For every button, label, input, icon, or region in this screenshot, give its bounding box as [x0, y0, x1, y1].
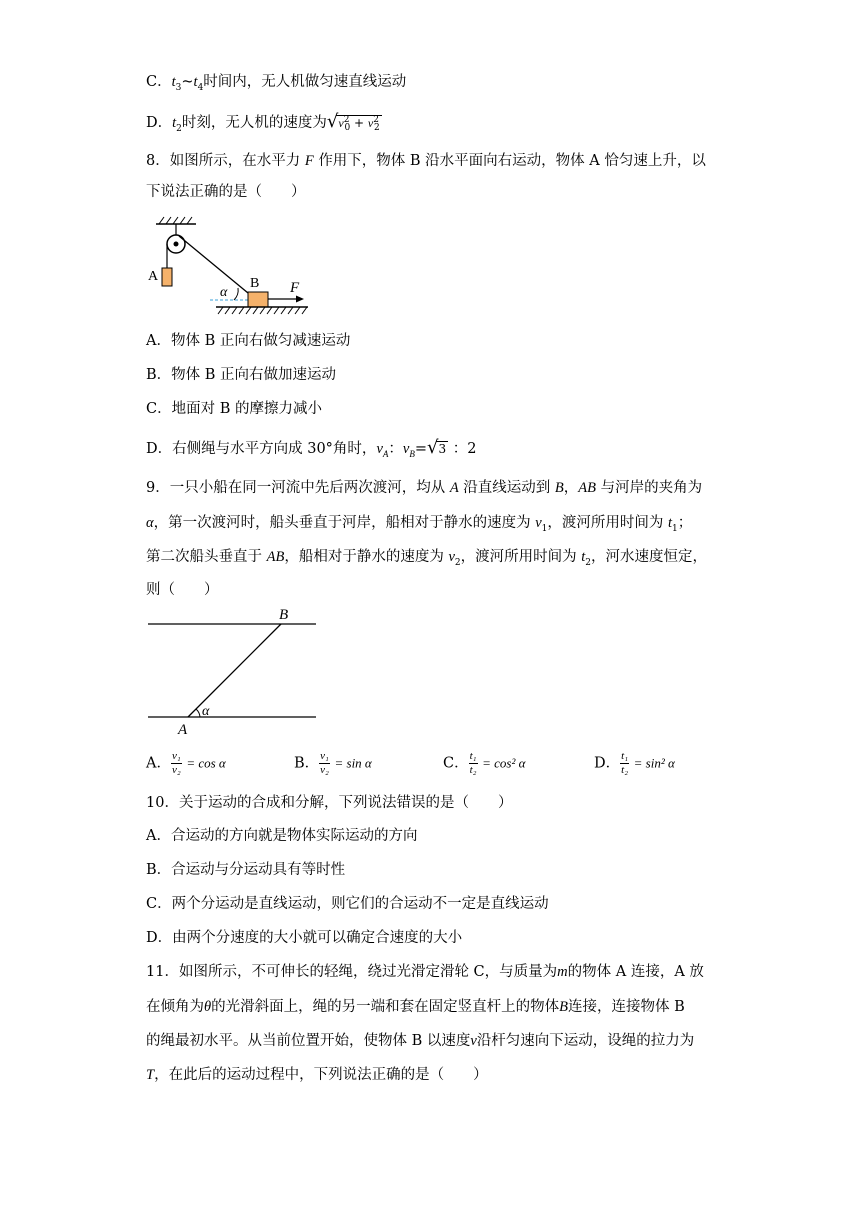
block-a [162, 268, 172, 286]
q10-stem: 10．关于运动的合成和分解，下列说法错误的是（ ） [146, 795, 513, 811]
q10-option-b: B．合运动与分运动具有等时性 [146, 862, 346, 878]
q9-option-c: C． $\frac{\text{t₁}}{\text{t₂}}$ = cos² α [443, 750, 526, 776]
q8-pulley-figure [146, 216, 316, 320]
q7-option-c: C．$t_3\sim t_4$时间内，无人机做匀速直线运动 [146, 74, 407, 93]
q9-stem-line2: α，第一次渡河时，船头垂直于河岸，船相对于静水的速度为 $v_1$，渡河所用时间为 $t_1$； [146, 515, 693, 534]
svg-text:α: α [202, 704, 210, 719]
q9-stem-line1: 9．一只小船在同一河流中先后两次渡河，均从 A 沿直线运动到 B，AB 与河岸的夹角为 [146, 480, 703, 496]
q11-stem-line2: 在倾角为θ的光滑斜面上，绳的另一端和套在固定竖直杆上的物体B连接，连接物体 B [146, 999, 685, 1015]
q11-stem-line4: T，在此后的运动过程中，下列说法正确的是（ ） [146, 1067, 488, 1083]
q9-stem-line4: 则（ ） [146, 582, 219, 598]
svg-text:F: F [290, 280, 300, 296]
q11-stem-line3: 的绳最初水平。从当前位置开始，使物体 B 以速度v沿杆匀速向下运动，设绳的拉力为 [146, 1033, 695, 1049]
q8-option-c: C．地面对 B 的摩擦力减小 [146, 401, 322, 417]
svg-text:B: B [250, 276, 260, 291]
q9-option-d: D． $\frac{\text{t₁}}{\text{t₂}}$ = sin² α [594, 750, 675, 776]
q8-stem-line2: 下说法正确的是（ ） [146, 184, 306, 200]
svg-text:A: A [148, 269, 159, 284]
svg-text:B: B [279, 607, 289, 623]
q9-stem-line3: 第二次船头垂直于 AB，船相对于静水的速度为 $v_2$，渡河所用时间为 $t_2$，河水速度恒定， [146, 549, 707, 568]
q11-stem-line1: 11．如图所示，不可伸长的轻绳，绕过光滑定滑轮 C，与质量为m的物体 A 连接，A 放 [146, 964, 704, 980]
q9-option-a: A． $\frac{\text{v₁}}{\text{v₂}}$ = cos α [146, 750, 226, 776]
svg-text:α: α [220, 285, 228, 300]
q9-option-b: B． $\frac{\text{v₁}}{\text{v₂}}$ = sin α [294, 750, 372, 776]
q8-option-d: D．右侧绳与水平方向成 30°角时，$v_A$：$v_B=√3$ ：2 [146, 437, 477, 459]
q8-option-b: B．物体 B 正向右做加速运动 [146, 367, 337, 383]
q8-option-a: A．物体 B 正向右做匀减速运动 [146, 333, 351, 349]
sqrt-expression: $v^2_0 + v^2_2$ [338, 115, 380, 134]
q8-stem-line1: 8．如图所示，在水平力 F 作用下，物体 B 沿水平面向右运动，物体 A 恰匀速上升，以 [146, 153, 706, 169]
q7-option-d: D．$t_2$时刻，无人机的速度为$√v^2_0 + v^2_2$ [146, 111, 380, 134]
q10-option-a: A．合运动的方向就是物体实际运动的方向 [146, 828, 418, 844]
block-b [248, 292, 268, 307]
q10-option-d: D．由两个分速度的大小就可以确定合速度的大小 [146, 930, 463, 946]
svg-text:A: A [178, 722, 188, 738]
q10-option-c: C．两个分运动是直线运动，则它们的合运动不一定是直线运动 [146, 896, 549, 912]
q9-river-figure [146, 604, 322, 738]
